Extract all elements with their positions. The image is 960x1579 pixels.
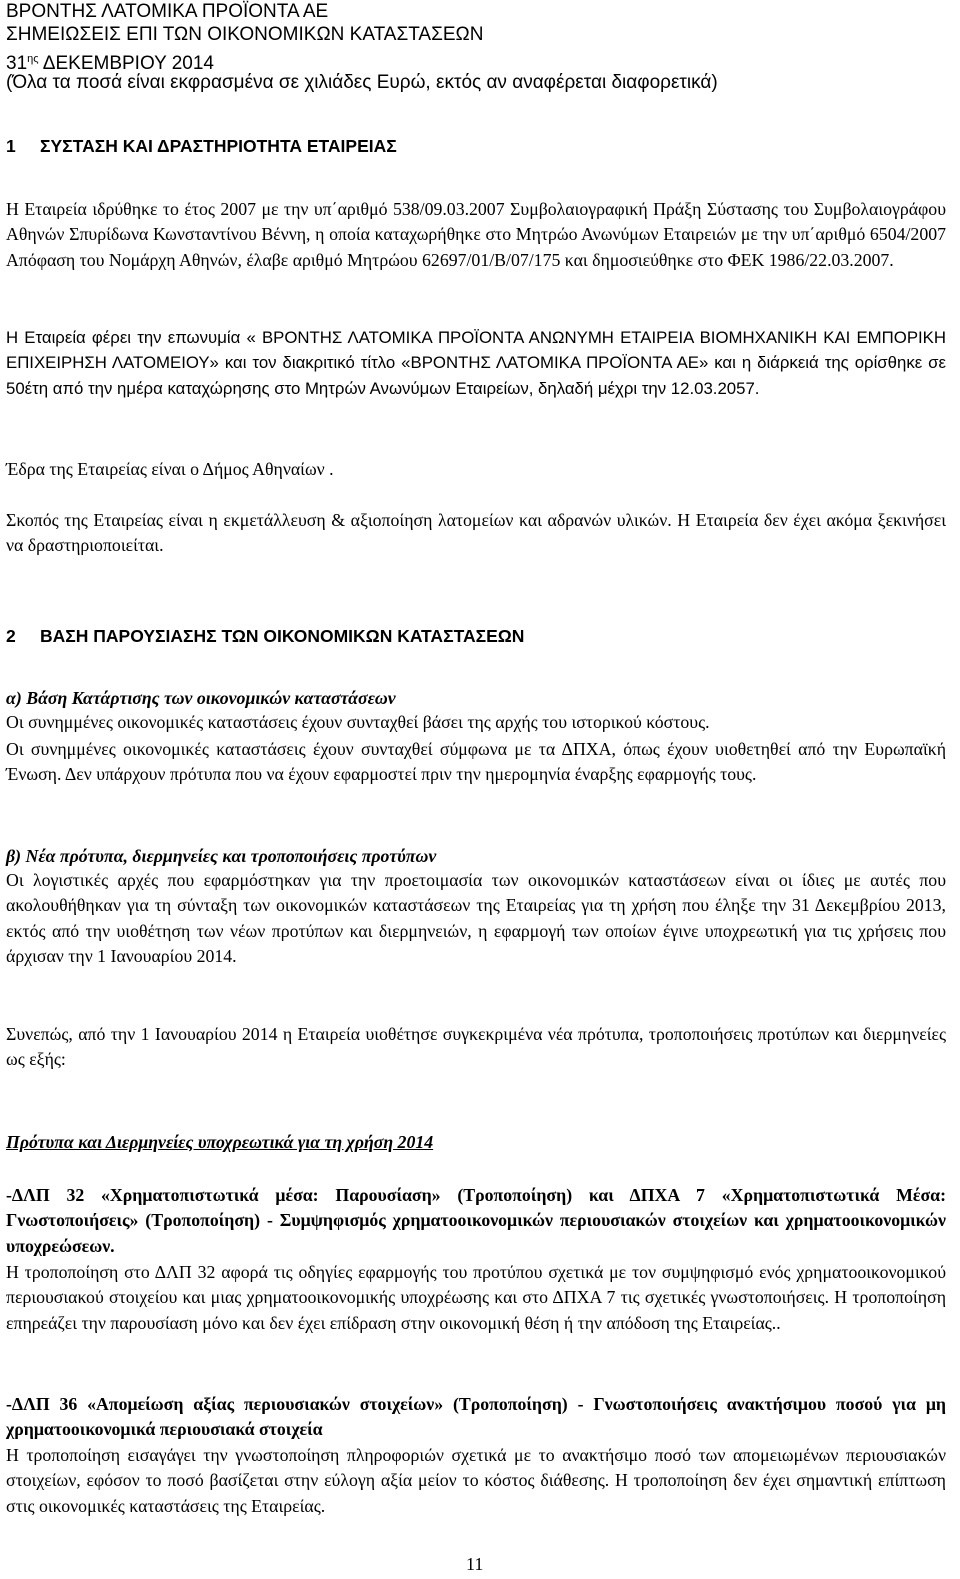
section-1-paragraph-purpose: Σκοπός της Εταιρείας είναι η εκμετάλλευση & αξιοποίηση λατομείων και αδρανών υλικών. Η Εταιρεία δεν έχει ακόμα ξεκινήσει να δραστηριοποιείται. [6, 510, 946, 556]
date-superscript: ης [27, 53, 39, 65]
section-2-heading [6, 625, 524, 647]
ias36-title: -ΔΛΠ 36 «Απομείωση αξίας περιουσιακών στοιχείων» (Τροποποίηση) - Γνωστοποιήσεις ανακτήσιμου ποσού για μη χρηματοοικονομικά περιουσιακά στοιχεία [6, 1394, 946, 1440]
ias36-text: Η τροποποίηση εισαγάγει την γνωστοποίηση πληροφοριών σχετικά με το ανακτήσιμο ποσό των απομειωμένων περιουσιακών στοιχείων, εφόσον το ποσό βασίζεται στην εύλογη αξία μείον το κόστος διάθεσης. Η τροποποίηση δεν έχει σημαντική επίπτωση στις οικονομικές καταστάσεις της Εταιρείας. [6, 1445, 946, 1516]
subsection-b-title: β) Νέα πρότυπα, διερμηνείες και τροποποιήσεις προτύπων [6, 846, 437, 866]
subsection-a-title: α) Βάση Κατάρτισης των οικονομικών καταστάσεων [6, 688, 396, 708]
subsection-a-paragraph-2: Οι συνημμένες οικονομικές καταστάσεις έχουν συνταχθεί σύμφωνα με τα ΔΠΧΑ, όπως έχουν υιοθετηθεί από την Ευρωπαϊκή Ένωση. Δεν υπάρχουν πρότυπα που να έχουν εφαρμοστεί πριν την ημερομηνία έναρξης εφαρμογής τους. [6, 739, 946, 785]
section-1-heading [6, 135, 397, 157]
report-date [6, 48, 214, 75]
section-1-number: 1 [6, 136, 16, 156]
section-2-number: 2 [6, 626, 16, 646]
ias32-text: Η τροποποίηση στο ΔΛΠ 32 αφορά τις οδηγίες εφαρμογής του προτύπου σχετικά με τον συμψηφισμό ενός χρηματοοικονομικού περιουσιακού στοιχείου και μιας χρηματοοικονομικής υποχρέωσης και στο ΔΠΧΑ 7 τις σχετικές γνωστοποιήσεις. Η τροποποίηση επηρεάζει την παρουσίαση μόνο και δεν έχει επίδραση στην οικονομική θέση ή την απόδοση της Εταιρείας.. [6, 1262, 946, 1333]
section-2-title: ΒΑΣΗ ΠΑΡΟΥΣΙΑΣΗΣ ΤΩΝ ΟΙΚΟΝΟΜΙΚΩΝ ΚΑΤΑΣΤΑΣΕΩΝ [40, 626, 525, 646]
subsection-a-paragraph-1: Οι συνημμένες οικονομικές καταστάσεις έχουν συνταχθεί βάσει της αρχής του ιστορικού κόστους. [6, 712, 710, 732]
section-1-paragraph-founding: Η Εταιρεία ιδρύθηκε το έτος 2007 με την υπ΄αριθμό 538/09.03.2007 Συμβολαιογραφική Πράξη Σύστασης του Συμβολαιογράφου Αθηνών Σπυρίδωνα Κωνσταντίνου Βέννη, η οποία καταχωρήθηκε στο Μητρώο Ανωνύμων Εταιρειών με την υπ΄αριθμό 6504/2007 Απόφαση του Νομάρχη Αθηνών, έλαβε αριθμό Μητρώου 62697/01/Β/07/175 και δημοσιεύθηκε στο ΦΕΚ 1986/22.03.2007. [6, 199, 946, 270]
mandatory-standards-title: Πρότυπα και Διερμηνείες υποχρεωτικά για τη χρήση 2014 [6, 1132, 434, 1152]
section-1-paragraph-seat: Έδρα της Εταιρείας είναι ο Δήμος Αθηναίων . [6, 459, 334, 479]
document-title: ΣΗΜΕΙΩΣΕΙΣ ΕΠΙ ΤΩΝ ΟΙΚΟΝΟΜΙΚΩΝ ΚΑΤΑΣΤΑΣΕΩΝ [6, 24, 484, 45]
date-month-year: ΔΕΚΕΜΒΡΙΟΥ 2014 [38, 53, 214, 74]
company-name: ΒΡΟΝΤΗΣ ΛΑΤΟΜΙΚΑ ΠΡΟΪΟΝΤΑ ΑΕ [6, 1, 329, 22]
section-1-paragraph-name: Η Εταιρεία φέρει την επωνυμία « ΒΡΟΝΤΗΣ ΛΑΤΟΜΙΚΑ ΠΡΟΪΟΝΤΑ ΑΝΩΝΥΜΗ ΕΤΑΙΡΕΙΑ ΒΙΟΜΗΧΑΝΙΚΗ ΚΑΙ ΕΜΠΟΡΙΚΗ ΕΠΙΧΕΙΡΗΣΗ ΛΑΤΟΜΕΙΟΥ» και τον διακριτικό τίτλο «ΒΡΟΝΤΗΣ ΛΑΤΟΜΙΚΑ ΠΡΟΪΟΝΤΑ ΑΕ» και η διάρκειά της ορίσθηκε σε 50έτη από την ημέρα καταχώρησης στο Μητρών Ανωνύμων Εταιρείων, δηλαδή μέχρι την 12.03.2057. [6, 328, 946, 398]
subsection-b-paragraph-2: Συνεπώς, από την 1 Ιανουαρίου 2014 η Εταιρεία υιοθέτησε συγκεκριμένα νέα πρότυπα, τροποποιήσεις προτύπων και διερμηνείες ως εξής: [6, 1024, 946, 1070]
date-day: 31 [6, 53, 28, 74]
section-1-title: ΣΥΣΤΑΣΗ ΚΑΙ ΔΡΑΣΤΗΡΙΟΤΗΤΑ ΕΤΑΙΡΕΙΑΣ [40, 136, 397, 156]
subsection-b-paragraph-1: Οι λογιστικές αρχές που εφαρμόστηκαν για την προετοιμασία των οικονομικών καταστάσεων είναι οι ίδιες με αυτές που ακολουθήθηκαν για τη σύνταξη των οικονομικών καταστάσεων της Εταιρείας για τη χρήση που έληξε την 31 Δεκεμβρίου 2013, εκτός από την υιοθέτηση των νέων προτύπων και διερμηνειών, η εφαρμογή των οποίων έγινε υποχρεωτική για τις χρήσεις που άρχισαν την 1 Ιανουαρίου 2014. [6, 870, 946, 966]
currency-note: (Όλα τα ποσά είναι εκφρασμένα σε χιλιάδες Ευρώ, εκτός αν αναφέρεται διαφορετικά) [6, 72, 718, 93]
ias32-title: -ΔΛΠ 32 «Χρηματοπιστωτικά μέσα: Παρουσίαση» (Τροποποίηση) και ΔΠΧΑ 7 «Χρηματοπιστωτικά Μέσα: Γνωστοποιήσεις» (Τροποποίηση) - Συμψηφισμός χρηματοοικονομικών περιουσιακών στοιχείων και χρηματοοικονομικών υποχρεώσεων. [6, 1185, 946, 1256]
page-number: 11 [466, 1554, 484, 1574]
